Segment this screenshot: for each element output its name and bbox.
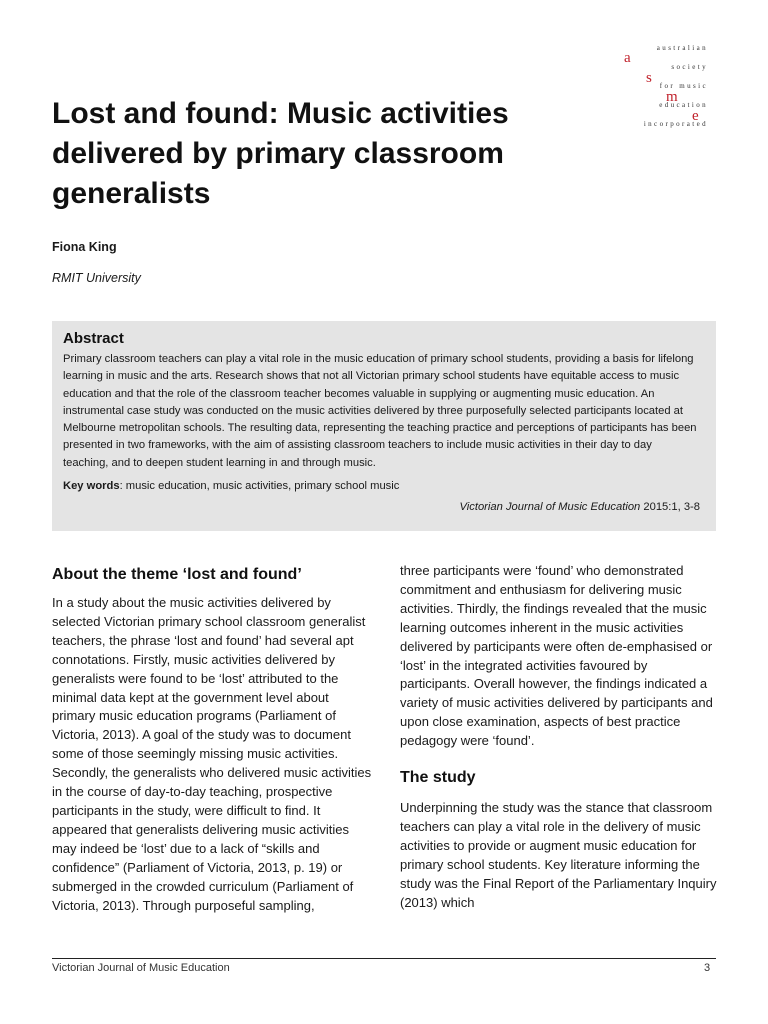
author-affiliation: RMIT University — [52, 271, 141, 285]
section-paragraph: In a study about the music activities delivered by selected Victorian primary school classroom generalist teachers, the phrase ‘lost and found’ had several apt connotations. Firstly, music activities delivered by generalists were found to be ‘lost’ attributed to the minimal data kept at the government level about primary music education programs (Parliament of Victoria, 2013). A goal of the study was to document some of those seemingly missing music activities. Secondly, the generalists who delivered music activities in the course of day-to-day teaching, prospective participants in the study, were difficult to find. It appeared that generalists delivering music activities may indeed be ‘lost’ due to a lack of “skills and confidence” (Parliament of Victoria, 2013, p. 19) or submerged in the crowded curriculum (Parliament of Victoria, 2013). Through purposeful sampling, — [52, 595, 372, 913]
abstract-box — [52, 321, 716, 531]
logo-row: for music — [659, 82, 708, 90]
section-heading-study: The study — [400, 769, 476, 787]
logo-letter: a — [624, 50, 631, 66]
page-number: 3 — [704, 962, 711, 974]
section-heading-theme: About the theme ‘lost and found’ — [52, 566, 302, 583]
asme-logo — [620, 44, 708, 134]
logo-letter: s — [646, 70, 652, 86]
abstract-heading: Abstract — [63, 330, 124, 347]
footer-divider — [52, 958, 716, 959]
logo-row: australian — [656, 44, 708, 52]
citation — [63, 501, 700, 513]
logo-row: education — [659, 101, 708, 109]
right-column — [400, 562, 718, 913]
citation-ref: 2015:1, 3-8 — [640, 501, 700, 514]
logo-letter: m — [666, 89, 678, 105]
section-paragraph: Underpinning the study was the stance that classroom teachers can play a vital role in the delivery of music activities to provide or augment music education for primary school students. Key literature informing the study was the Final Report of the Parliamentary Inquiry (2013) which — [400, 800, 717, 910]
keywords-label: Key words — [63, 480, 120, 493]
keywords-list: : music education, music activities, primary school music — [119, 480, 400, 493]
footer-journal-name: Victorian Journal of Music Education — [52, 962, 230, 974]
abstract-body: Primary classroom teachers can play a vital role in the music education of primary school students, providing a basis for lifelong learning in music and the arts. Research shows that not all Victorian primary school students have equitable access to music education and that the role of the classroom teacher becomes valuable in supplying or augmenting music education. An instrumental case study was conducted on the music activities delivered by three purposefully selected participants located at Melbourne metropolitan schools. The resulting data, representing the teaching practice and perceptions of participants has been presented in two frameworks, with the aim of assisting classroom teachers to include music activities in their day to day teaching, and to deepen student learning in and through music. — [63, 353, 697, 469]
section-paragraph-continued: three participants were ‘found’ who demonstrated commitment and enthusiasm for delivering music activities. Thirdly, the findings revealed that the music learning outcomes inherent in the music activities delivered by participants were often de-emphasised or ‘lost’ in the integrated activities favoured by participants. Overall however, the findings indicated a variety of music activities delivered by participants and upon close examination, aspects of best practice pedagogy were ‘found’. — [400, 563, 713, 749]
logo-letter: e — [692, 108, 699, 124]
keywords — [63, 478, 700, 494]
article-title: Lost and found: Music activities delivered by primary classroom generalists — [52, 97, 509, 210]
author-name: Fiona King — [52, 240, 117, 254]
left-column — [52, 562, 372, 915]
logo-row: incorporated — [643, 120, 708, 128]
citation-journal: Victorian Journal of Music Education — [459, 501, 641, 514]
logo-row: society — [671, 63, 708, 71]
